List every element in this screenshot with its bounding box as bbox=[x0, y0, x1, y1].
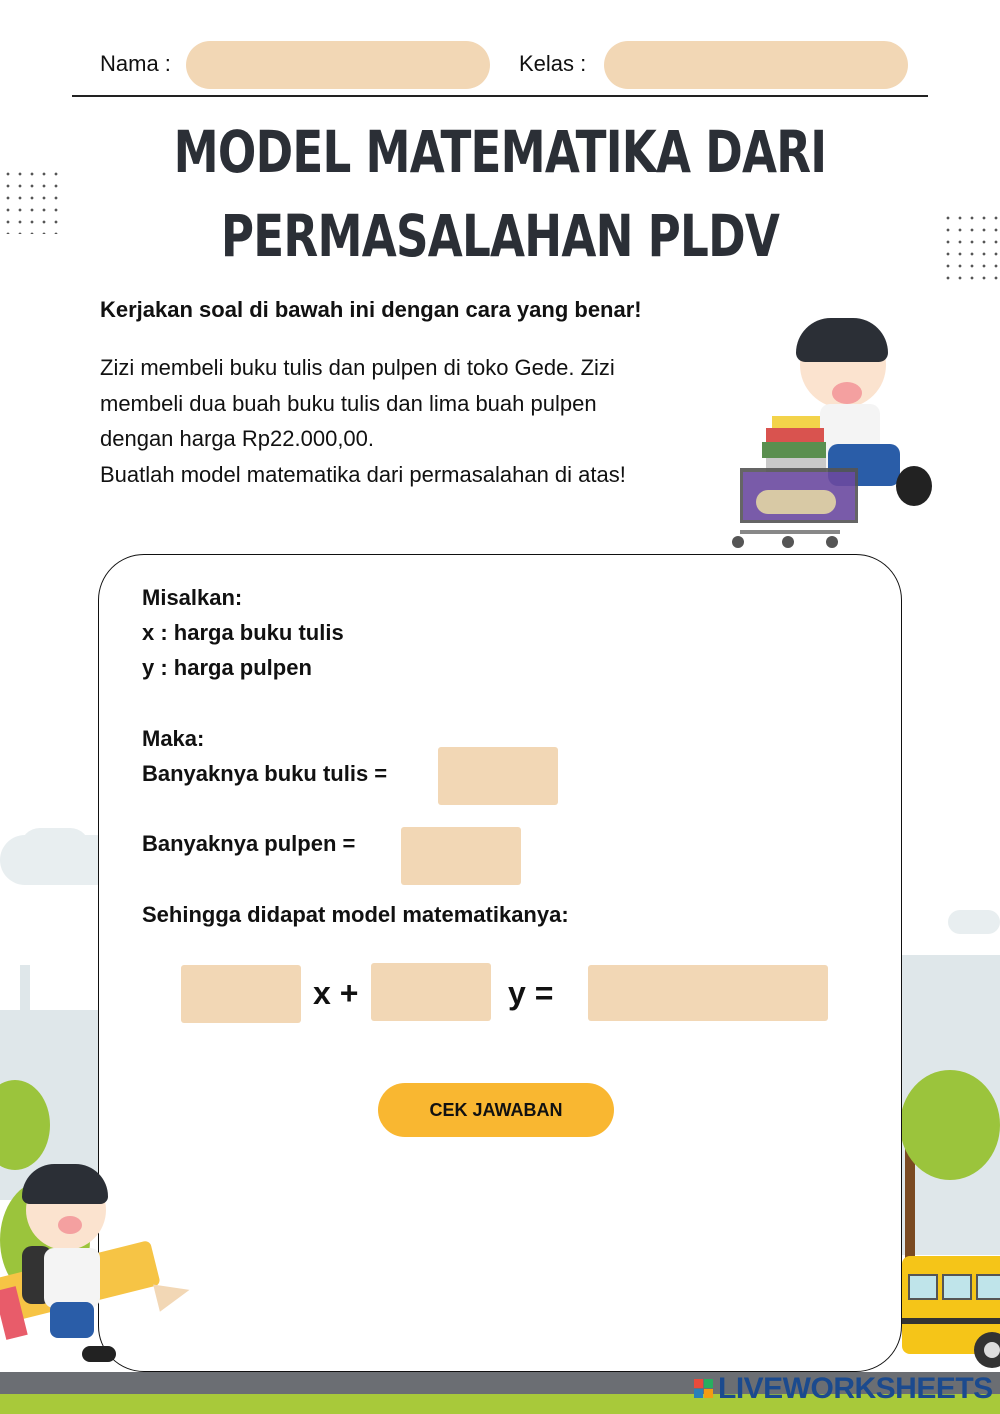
student-on-pencil-illustration bbox=[0, 1160, 200, 1370]
maka-label: Maka: bbox=[142, 726, 205, 751]
background-cloud-right bbox=[948, 910, 1000, 934]
dot-pattern-left bbox=[2, 168, 60, 234]
story-line: membeli dua buah buku tulis dan lima buah pulpen bbox=[100, 390, 597, 416]
total-input[interactable] bbox=[588, 965, 828, 1021]
books-count-label: Banyaknya buku tulis = bbox=[142, 761, 388, 786]
model-label: Sehingga didapat model matematikanya: bbox=[142, 902, 569, 927]
equation-x-plus: x + bbox=[313, 975, 359, 1011]
liveworksheets-logo-icon bbox=[694, 1379, 714, 1399]
background-tree-right bbox=[900, 1070, 1000, 1180]
misalkan-label: Misalkan: bbox=[142, 585, 243, 610]
pens-count-label: Banyaknya pulpen = bbox=[142, 831, 356, 856]
coefficient-y-input[interactable] bbox=[371, 963, 491, 1021]
check-answer-button[interactable]: CEK JAWABAN bbox=[378, 1083, 614, 1137]
equation-y-equals: y = bbox=[508, 975, 554, 1011]
variable-x-definition: x : harga buku tulis bbox=[142, 620, 344, 645]
story-line: dengan harga Rp22.000,00. bbox=[100, 426, 375, 451]
pens-count-input[interactable] bbox=[401, 827, 521, 885]
name-input[interactable] bbox=[186, 41, 490, 89]
variable-y-definition: y : harga pulpen bbox=[142, 655, 312, 680]
instruction-text: Kerjakan soal di bawah ini dengan cara yang benar! bbox=[100, 297, 642, 322]
coefficient-x-input[interactable] bbox=[181, 965, 301, 1023]
dot-pattern-right bbox=[942, 212, 1000, 284]
background-cloud-left-2 bbox=[20, 828, 90, 868]
story-line: Buatlah model matematika dari permasalahan di atas! bbox=[100, 461, 626, 487]
name-label: Nama : bbox=[100, 51, 171, 76]
school-bus-illustration bbox=[902, 1256, 1000, 1374]
page-title-line-1: MODEL MATEMATIKA DARI bbox=[173, 118, 827, 186]
page-title-line-2: PERMASALAHAN PLDV bbox=[220, 202, 780, 270]
class-label: Kelas : bbox=[519, 51, 587, 76]
liveworksheets-brand: LIVEWORKSHEETS bbox=[718, 1372, 993, 1405]
books-count-input[interactable] bbox=[438, 747, 558, 805]
class-input[interactable] bbox=[604, 41, 908, 89]
story-text bbox=[100, 350, 740, 492]
student-with-cart-illustration bbox=[728, 318, 938, 554]
story-line: Zizi membeli buku tulis dan pulpen di toko Gede. Zizi bbox=[100, 355, 615, 380]
background-chimney bbox=[20, 965, 30, 1025]
header-divider bbox=[72, 95, 928, 97]
